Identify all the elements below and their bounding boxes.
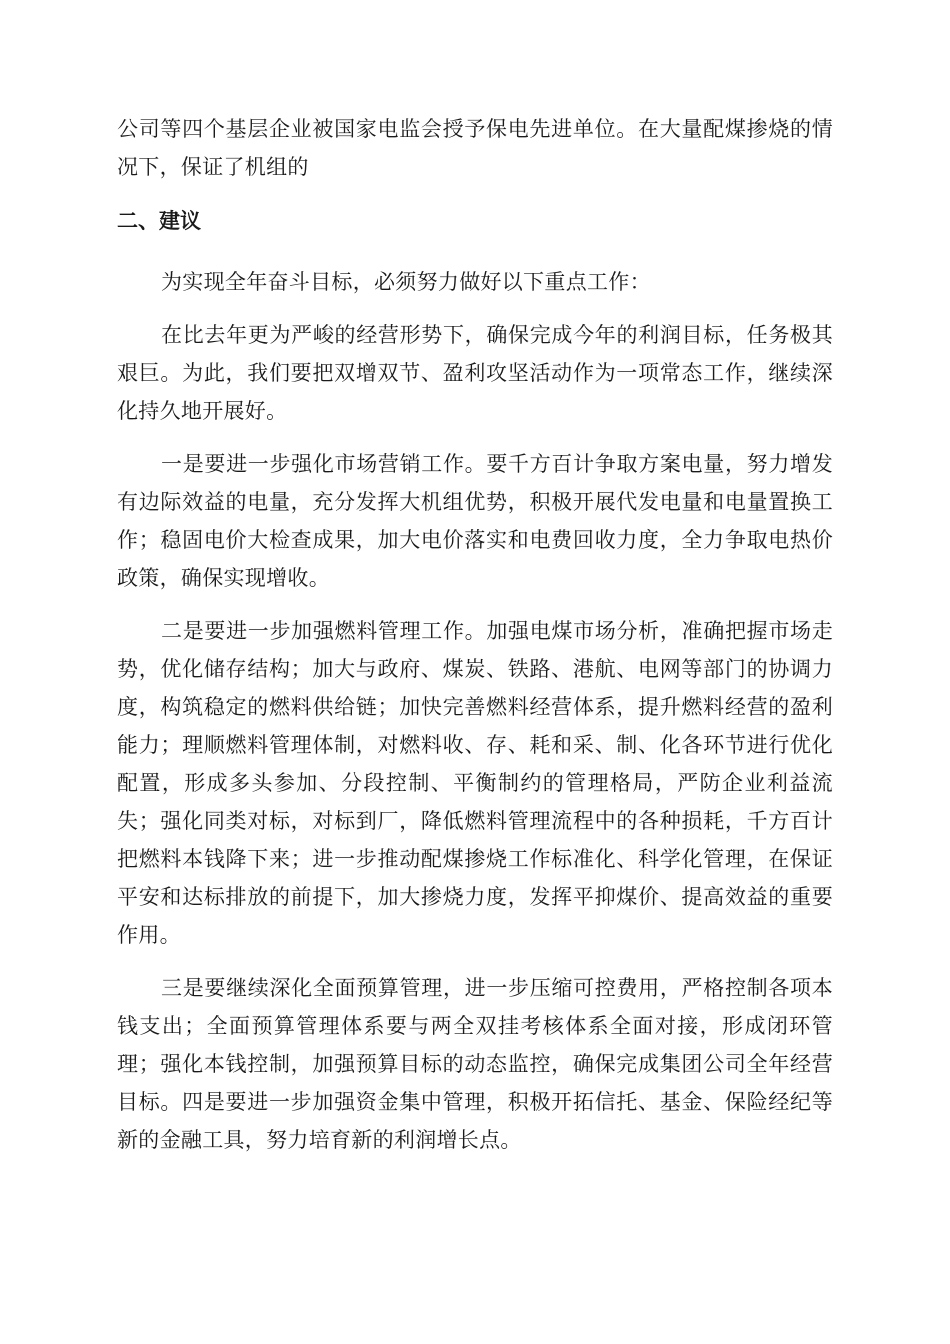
section-heading: 二、建议 bbox=[117, 209, 201, 233]
paragraph-marketing: 一是要进一步强化市场营销工作。要千方百计争取方案电量，努力增发有边际效益的电量，充分发挥大机组优势，积极开展代发电量和电量置换工作；稳固电价大检查成果，加大电价落实和电费回收力度，全力争取电热价政策，确保实现增收。 bbox=[117, 452, 833, 590]
paragraph-budget-management: 三是要继续深化全面预算管理，进一步压缩可控费用，严格控制各项本钱支出；全面预算管理体系要与两全双挂考核体系全面对接，形成闭环管理；强化本钱控制，加强预算目标的动态监控，确保完成集团公司全年经营目标。四是要进一步加强资金集中管理，积极开拓信托、基金、保险经纪等新的金融工具，努力培育新的利润增长点。 bbox=[117, 976, 833, 1152]
paragraph-goal: 为实现全年奋斗目标，必须努力做好以下重点工作： bbox=[161, 270, 651, 294]
document-body bbox=[117, 110, 833, 1174]
paragraph-situation: 在比去年更为严峻的经营形势下，确保完成今年的利润目标，任务极其艰巨。为此，我们要把双增双节、盈利攻坚活动作为一项常态工作，继续深化持久地开展好。 bbox=[117, 323, 833, 423]
intro-paragraph: 公司等四个基层企业被国家电监会授予保电先进单位。在大量配煤掺烧的情况下，保证了机组的 bbox=[117, 117, 833, 179]
paragraph-fuel-management: 二是要进一步加强燃料管理工作。加强电煤市场分析，准确把握市场走势，优化储存结构；加大与政府、煤炭、铁路、港航、电网等部门的协调力度，构筑稳定的燃料供给链；加快完善燃料经营体系，提升燃料经营的盈利能力；理顺燃料管理体制，对燃料收、存、耗和采、制、化各环节进行优化配置，形成多头参加、分段控制、平衡制约的管理格局，严防企业利益流失；强化同类对标，对标到厂，降低燃料管理流程中的各种损耗，千方百计把燃料本钱降下来；进一步推动配煤掺烧工作标准化、科学化管理，在保证平安和达标排放的前提下，加大掺烧力度，发挥平抑煤价、提高效益的重要作用。 bbox=[117, 619, 833, 947]
